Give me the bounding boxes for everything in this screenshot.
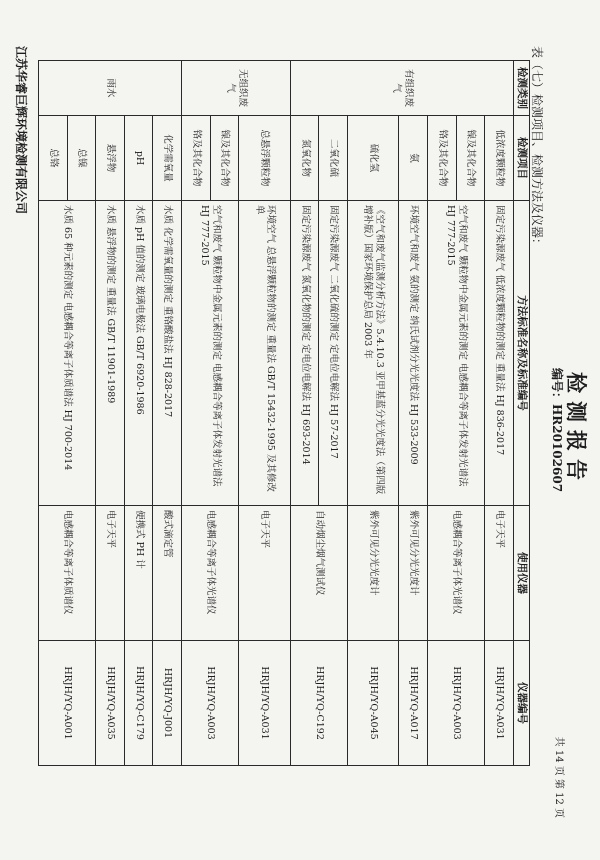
header-code: 仪器编号 (513, 641, 529, 766)
code-cell: HRJH/YQ-A031 (239, 641, 290, 766)
item-cell: 总镍 (67, 116, 96, 201)
item-cell: 总悬浮颗粒物 (239, 116, 290, 201)
item-cell: 氮氧化物 (290, 116, 319, 201)
table-row (210, 61, 239, 766)
item-cell: 悬浮物 (96, 116, 125, 201)
item-cell: 铬及其化合物 (182, 116, 211, 201)
code-cell: HRJH/YQ-A031 (485, 641, 514, 766)
header-category: 检测类别 (513, 61, 529, 116)
method-cell: 《空气和废气监测分析方法》5.4.10.3 亚甲基蓝分光光度法（第四版增补版）国家环境保护总局 2003 年 (347, 201, 398, 506)
code-cell: HRJH/YQ-C192 (290, 641, 347, 766)
table-row (239, 61, 290, 766)
table-row (124, 61, 153, 766)
item-cell: 铬及其化合物 (428, 116, 457, 201)
instrument-cell: 自动烟尘烟气测试仪 (290, 506, 347, 641)
category-cell: 无组织废气 (182, 61, 291, 116)
item-cell: 硫化氢 (347, 116, 398, 201)
table-row (67, 61, 96, 766)
method-cell: 固定污染源废气 二氧化硫的测定 定电位电解法 HJ 57-2017 (319, 201, 348, 506)
table-row (347, 61, 398, 766)
header-item: 检测项目 (513, 116, 529, 201)
method-cell: 空气和废气 颗粒物中金属元素的测定 电感耦合等离子体发射光谱法 HJ 777-2015 (182, 201, 239, 506)
instrument-cell: 电感耦合等离子体光谱仪 (182, 506, 239, 641)
instrument-cell: 酸式滴定管 (153, 506, 182, 641)
company-name: 江苏华睿巨辉环境检测有限公司 (14, 46, 28, 215)
item-cell: 化学需氧量 (153, 116, 182, 201)
item-cell: 镍及其化合物 (210, 116, 239, 201)
instrument-cell: 电感耦合等离子体质谱仪 (39, 506, 96, 641)
method-cell: 水质 悬浮物的测定 重量法 GB/T 11901-1989 (96, 201, 125, 506)
method-cell: 固定污染源废气 氮氧化物的测定 定电位电解法 HJ 693-2014 (290, 201, 319, 506)
page-title: 检测报告 (564, 372, 589, 488)
instrument-cell: 便携式 PH 计 (124, 506, 153, 641)
section-caption: 表（七）检测项目、检测方法及仪器： (530, 46, 544, 251)
code-cell: HRJH/YQ-A017 (399, 641, 428, 766)
category-cell: 有组织废气 (290, 61, 513, 116)
report-number: 编号：HR20102607 (550, 367, 564, 493)
item-cell: 二氧化硫 (319, 116, 348, 201)
instrument-cell: 紫外可见分光光度计 (399, 506, 428, 641)
table-row (485, 61, 514, 766)
item-cell: 镍及其化合物 (456, 116, 485, 201)
category-cell: 雨水 (39, 61, 182, 116)
method-cell: 水质 化学需氧量的测定 重铬酸盐法 HJ 828-2017 (153, 201, 182, 506)
method-cell: 空气和废气 颗粒物中金属元素的测定 电感耦合等离子体发射光谱法 HJ 777-2015 (428, 201, 485, 506)
table-row (456, 61, 485, 766)
table-row (399, 61, 428, 766)
code-cell: HRJH/YQ-A001 (39, 641, 96, 766)
instrument-cell: 电子天平 (239, 506, 290, 641)
page-number: 共 14 页 第 12 页 (553, 736, 564, 818)
table-row (319, 61, 348, 766)
code-cell: HRJH/YQ-C179 (124, 641, 153, 766)
item-cell: pH (124, 116, 153, 201)
header-row (513, 61, 529, 766)
instrument-cell: 电感耦合等离子体光谱仪 (428, 506, 485, 641)
code-cell: HRJH/YQ-J001 (153, 641, 182, 766)
item-cell: 低浓度颗粒物 (485, 116, 514, 201)
code-cell: HRJH/YQ-A003 (428, 641, 485, 766)
item-cell: 总铬 (39, 116, 68, 201)
table-row (96, 61, 125, 766)
instrument-cell: 电子天平 (485, 506, 514, 641)
header-method: 方法标准名称及标准编号 (513, 201, 529, 506)
method-cell: 环境空气和废气 氨的测定 纳氏试剂分光光度法 HJ 533-2009 (399, 201, 428, 506)
instrument-cell: 紫外可见分光光度计 (347, 506, 398, 641)
method-cell: 环境空气 总悬浮颗粒物的测定 重量法 GB/T 15432-1995 及其修改单 (239, 201, 290, 506)
method-cell: 固定污染源废气 低浓度颗粒物的测定 重量法 HJ 836-2017 (485, 201, 514, 506)
code-cell: HRJH/YQ-A035 (96, 641, 125, 766)
header-instrument: 使用仪器 (513, 506, 529, 641)
detection-methods-table (38, 60, 530, 766)
code-cell: HRJH/YQ-A003 (182, 641, 239, 766)
method-cell: 水质 pH 值的测定 玻璃电极法 GB/T 6920-1986 (124, 201, 153, 506)
instrument-cell: 电子天平 (96, 506, 125, 641)
table-row (153, 61, 182, 766)
method-cell: 水质 65 种元素的测定 电感耦合等离子体质谱法 HJ 700-2014 (39, 201, 96, 506)
code-cell: HRJH/YQ-A045 (347, 641, 398, 766)
item-cell: 氨 (399, 116, 428, 201)
